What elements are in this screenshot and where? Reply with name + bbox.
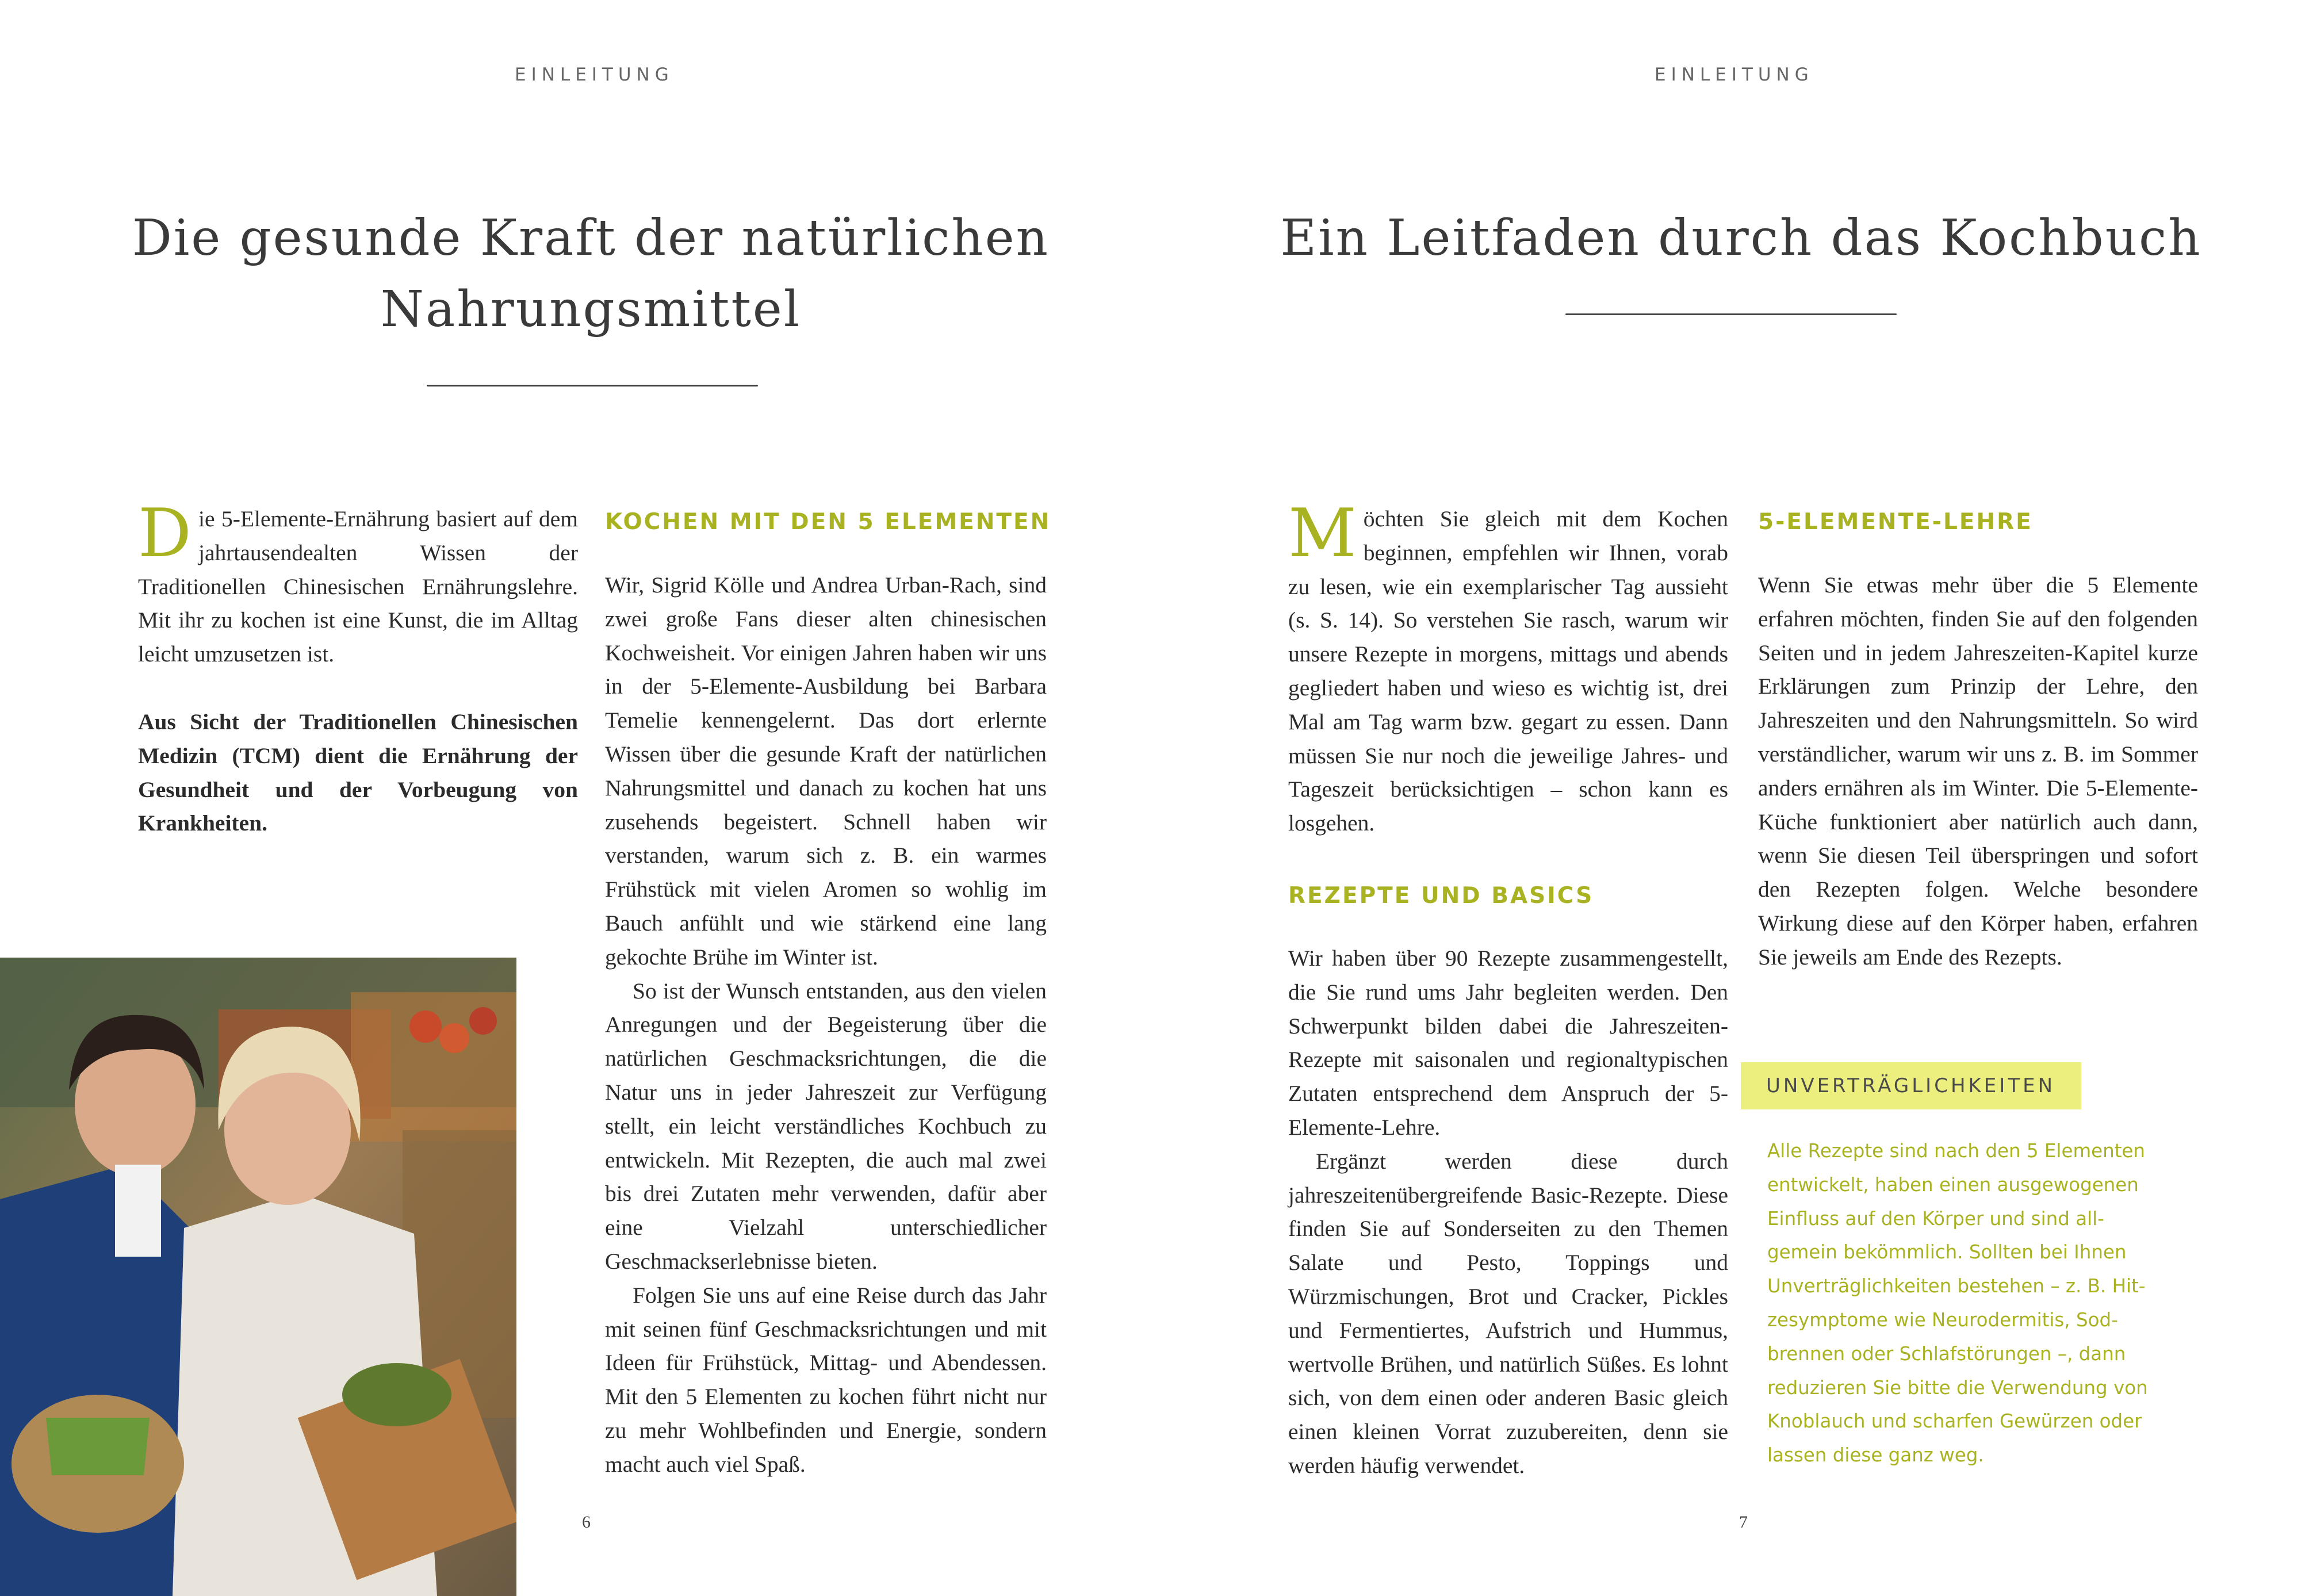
section-heading-lehre: 5-ELEMENTE-LEHRE xyxy=(1758,509,2033,535)
rezepte-paragraph-2: Ergänzt werden diese durch jahreszeitenübergreifende Basic-Rezepte. Diese finden Sie auf Sonderseiten zu den Themen Salate und Pesto, Toppings und Würzmischungen, Brot und Cracker, Pickles und Fermentiertes, Aufstrich und Hummus, wertvolle Brühen, und natürlich Süßes. Es lohnt sich, von dem einen oder anderen Basic gleich einen kleinen Vorrat zuzubereiten, denn sie werden häufig verwendet. xyxy=(1288,1148,1728,1478)
box-line: gemein bekömmlich. Sollten bei Ihnen xyxy=(1767,1241,2127,1264)
box-line: reduzieren Sie bitte die Verwendung von xyxy=(1767,1376,2148,1399)
drop-cap: D xyxy=(138,495,192,572)
box-line: entwickelt, haben einen ausgewogenen xyxy=(1767,1173,2139,1196)
page-title-right: Ein Leitfaden durch das Kochbuch xyxy=(1280,209,2202,267)
rezepte-column xyxy=(1288,941,1728,1483)
intro-paragraph-right xyxy=(1288,495,1728,840)
lehre-column xyxy=(1758,568,2198,974)
intro-column-right xyxy=(1288,495,1728,840)
unvertraeglichkeiten-text xyxy=(1767,1134,2181,1472)
intro-column-left xyxy=(138,495,578,840)
box-line: lassen diese ganz weg. xyxy=(1767,1444,1984,1467)
title-underline-left xyxy=(427,385,758,386)
body-paragraph-2: So ist der Wunsch entstanden, aus den vielen Anregungen und der Begeisterung über die natürlichen Geschmacksrichtungen, die die Natur uns in jeder Jahreszeit zur Verfügung stellt, ein leicht verständliches Kochbuch zu entwickeln. Mit Rezepten, die auch mal zwei bis drei Zutaten mehr verwenden, dafür aber eine Vielzahl unterschiedlicher Geschmackserlebnisse bieten. xyxy=(605,978,1047,1274)
lehre-paragraph: Wenn Sie etwas mehr über die 5 Elemente erfahren möchten, finden Sie auf den folgenden Seiten und in jedem Jahreszeiten-Kapitel kurze Erklärungen zum Prinzip der Lehre, den Jahreszeiten und den Nahrungsmitteln. So wird verständlicher, warum wir uns z. B. im Sommer anders ernähren als im Winter. Die 5-Elemente-Küche funktioniert aber natürlich auch dann, wenn Sie diesen Teil überspringen und sofort den Rezepten folgen. Welche besondere Wirkung diese auf den Körper haben, erfahren Sie jeweils am Ende des Rezepts. xyxy=(1758,572,2198,970)
authors-photo xyxy=(0,958,516,1596)
body-column-left xyxy=(605,568,1047,1482)
intro-text: ie 5-Elemente-Ernährung basiert auf dem jahrtausendealten Wissen der Traditionellen Chinesischen Ernährungslehre. Mit ihr zu kochen ist eine Kunst, die im Alltag leicht umzusetzen ist. xyxy=(138,506,578,667)
authors-photo-illustration xyxy=(0,958,516,1596)
box-line: Unverträglichkeiten bestehen – z. B. Hit- xyxy=(1767,1275,2146,1298)
box-line: brennen oder Schlafstörungen –, dann xyxy=(1767,1342,2126,1365)
box-line: Einfluss auf den Körper und sind all- xyxy=(1767,1207,2104,1230)
section-heading-rezepte: REZEPTE UND BASICS xyxy=(1288,883,1594,909)
title-underline-right xyxy=(1565,313,1897,315)
running-head-left: EINLEITUNG xyxy=(515,64,674,85)
running-head-right: EINLEITUNG xyxy=(1655,64,1814,85)
page-number-right: 7 xyxy=(1739,1513,1748,1532)
page-number-left: 6 xyxy=(582,1513,591,1532)
body-paragraph-1: Wir, Sigrid Kölle und Andrea Urban-Rach, sind zwei große Fans dieser alten chinesischen Kochweisheit. Vor einigen Jahren haben wir uns in der 5-Elemente-Ausbildung bei Barbara Temelie kennengelernt. Das dort erlernte Wissen über die gesunde Kraft der natürlichen Nahrungsmittel und danach zu kochen hat uns zusehends begeistert. Schnell haben wir verstanden, warum sich z. B. ein warmes Frühstück mit vielen Aromen so wohlig im Bauch anfühlt und wie stärkend eine lang gekochte Brühe im Winter ist. xyxy=(605,572,1047,970)
intro-text-right: öchten Sie gleich mit dem Kochen beginnen, empfehlen wir Ihnen, vorab zu lesen, wie ein exemplarischer Tag aussieht (s. S. 14). So verstehen Sie rasch, warum wir unsere Rezepte in morgens, mittags und abends gegliedert haben und wieso es wichtig ist, drei Mal am Tag warm bzw. gegart zu essen. Dann müssen Sie nur noch die jeweilige Jahres- und Tageszeit berücksichtigen – schon kann es losgehen. xyxy=(1288,506,1728,836)
page-title-left xyxy=(0,202,1182,345)
section-heading-kochen: KOCHEN MIT DEN 5 ELEMENTEN xyxy=(605,509,1051,535)
box-line: Knoblauch und scharfen Gewürzen oder xyxy=(1767,1410,2142,1433)
rezepte-paragraph-1: Wir haben über 90 Rezepte zusammengestellt, die Sie rund ums Jahr begleiten werden. Den Schwerpunkt bilden dabei die Jahreszeiten-Rezepte mit saisonalen und regionaltypischen Zutaten entsprechend dem Anspruch der 5-Elemente-Lehre. xyxy=(1288,946,1728,1140)
intro-bold-statement: Aus Sicht der Traditionellen Chinesischen Medizin (TCM) dient die Ernährung der Gesundheit und der Vorbeugung von Krankheiten. xyxy=(138,709,578,836)
drop-cap-right: M xyxy=(1288,495,1357,572)
title-line-2: Nahrungsmittel xyxy=(380,281,802,338)
body-paragraph-3: Folgen Sie uns auf eine Reise durch das Jahr mit seinen fünf Geschmacksrichtungen und mit Ideen für Frühstück, Mittag- und Abendessen. Mit den 5 Elementen zu kochen führt nicht nur zu mehr Wohlbefinden und Energie, sondern macht auch viel Spaß. xyxy=(605,1282,1047,1477)
unvertraeglichkeiten-badge: UNVERTRÄGLICHKEITEN xyxy=(1741,1062,2081,1109)
intro-paragraph xyxy=(138,495,578,671)
box-line: zesymptome wie Neurodermitis, Sod- xyxy=(1767,1308,2118,1331)
title-line-1: Die gesunde Kraft der natürlichen xyxy=(132,209,1050,267)
box-line: Alle Rezepte sind nach den 5 Elementen xyxy=(1767,1140,2146,1162)
